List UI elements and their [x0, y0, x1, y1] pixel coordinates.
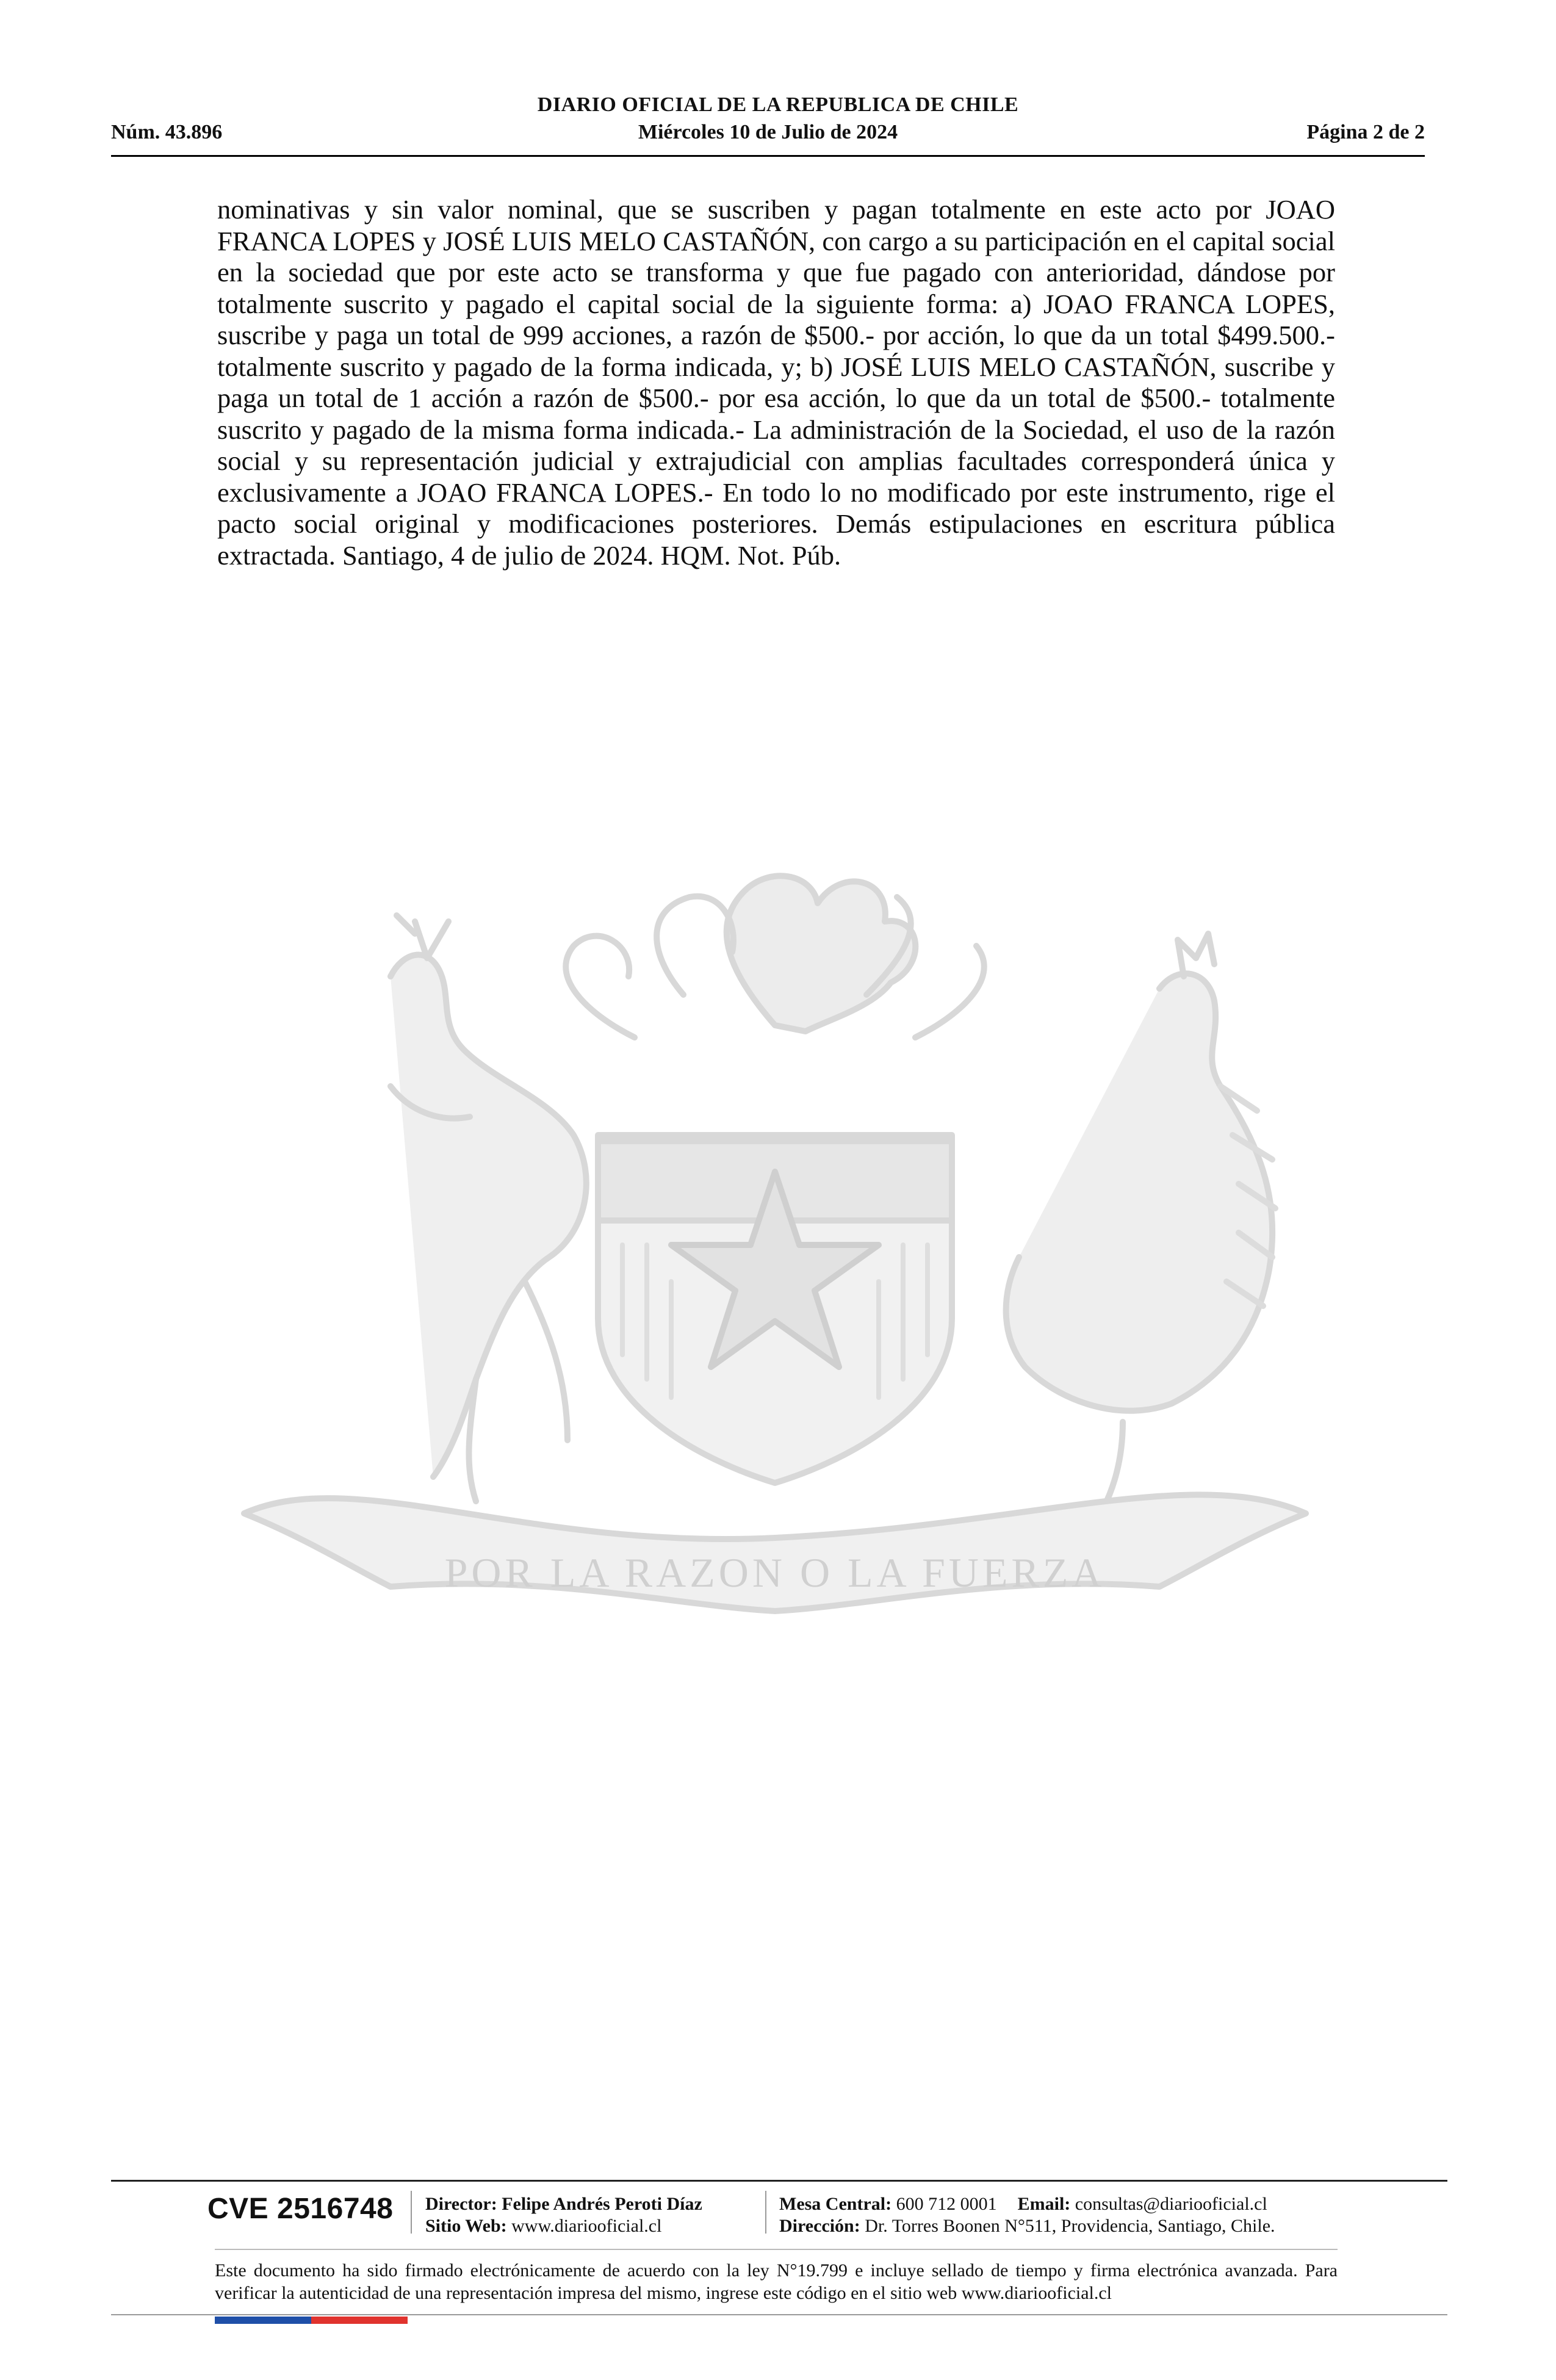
- phone-value: 600 712 0001: [896, 2194, 997, 2214]
- coat-of-arms-motto: POR LA RAZON O LA FUERZA: [444, 1549, 1106, 1596]
- flag-blue-segment: [215, 2317, 311, 2324]
- address-label: Dirección:: [779, 2216, 860, 2236]
- flag-red-segment: [311, 2317, 408, 2324]
- header-title: DIARIO OFICIAL DE LA REPUBLICA DE CHILE: [537, 93, 1019, 116]
- footer-divider-top: [111, 2180, 1447, 2182]
- header-divider: [111, 155, 1425, 157]
- address-value: Dr. Torres Boonen N°511, Providencia, Santiago, Chile.: [865, 2216, 1275, 2236]
- footer-divider-bottom: [111, 2314, 1447, 2315]
- phone-label: Mesa Central:: [779, 2194, 892, 2214]
- footer-contact-block: [779, 2193, 1275, 2237]
- page-indicator: Página 2 de 2: [1306, 121, 1425, 143]
- issue-number: Núm. 43.896: [111, 121, 223, 143]
- email-label: Email:: [1017, 2194, 1071, 2214]
- email-link[interactable]: consultas@diariooficial.cl: [1075, 2194, 1267, 2214]
- cve-code: CVE 2516748: [207, 2193, 394, 2225]
- footer-separator: [765, 2191, 766, 2234]
- coat-of-arms-watermark: [207, 854, 1342, 1678]
- website-link[interactable]: www.diariooficial.cl: [511, 2216, 662, 2236]
- director-name: Felipe Andrés Peroti Díaz: [502, 2194, 702, 2214]
- footer-separator: [411, 2191, 412, 2234]
- director-label: Director:: [425, 2194, 497, 2214]
- flag-color-bar: [215, 2317, 408, 2324]
- footer-director-block: [425, 2193, 702, 2237]
- website-label: Sitio Web:: [425, 2216, 507, 2236]
- issue-date: Miércoles 10 de Julio de 2024: [638, 121, 898, 143]
- extract-paragraph: nominativas y sin valor nominal, que se suscriben y pagan totalmente en este acto por JOAO FRANCA LOPES y JOSÉ LUIS MELO CASTAÑÓN, con cargo a su participación en el capital social en la sociedad que por este acto se transforma y que fue pagado con anterioridad, dándose por totalmente suscrito y pagado el capital social de la siguiente forma: a) JOAO FRANCA LOPES, suscribe y paga un total de 999 acciones, a razón de $500.- por acción, lo que da un total $499.500.- totalmente suscrito y pagado de la forma indicada, y; b) JOSÉ LUIS MELO CASTAÑÓN, suscribe y paga un total de 1 acción a razón de $500.- por esa acción, lo que da un total de $500.- totalmente suscrito y pagado de la misma forma indicada.- La administración de la Sociedad, el uso de la razón social y su representación judicial y extrajudicial con amplias facultades corresponderá única y exclusivamente a JOAO FRANCA LOPES.- En todo lo no modificado por este instrumento, rige el pacto social original y modificaciones posteriores. Demás estipulaciones en escritura pública extractada. Santiago, 4 de julio de 2024. HQM. Not. Púb.: [217, 194, 1335, 571]
- header-meta-row: [111, 121, 1425, 149]
- electronic-signature-notice: Este documento ha sido firmado electrónicamente de acuerdo con la ley N°19.799 e incluye sellado de tiempo y firma electrónica avanzada. Para verificar la autenticidad de una representación impresa del mismo, ingrese este código en el sitio web www.diariooficial.cl: [215, 2260, 1338, 2303]
- footer-divider-mid: [215, 2249, 1338, 2250]
